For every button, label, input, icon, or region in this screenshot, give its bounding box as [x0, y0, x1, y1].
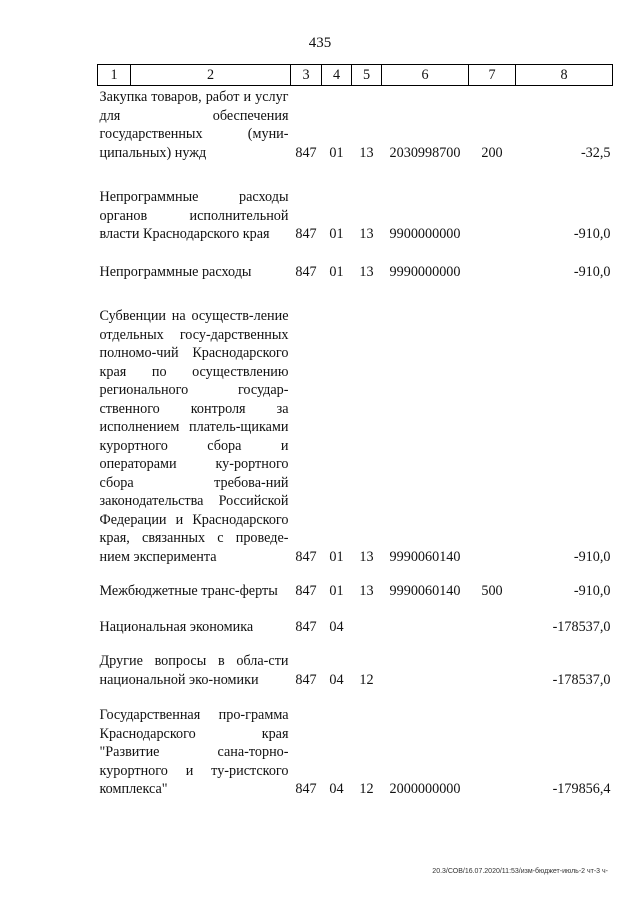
row-rz: 01 — [329, 144, 344, 161]
col-header-3: 3 — [291, 65, 322, 86]
row-rz: 04 — [329, 781, 344, 797]
row-csr — [382, 652, 469, 689]
row-name: Субвенции на осуществ-ление отдельных госу-дарственных полномо-чий Краснодарского края по осуществлению регионального государ-ственного контроля за исполнением платель-щиками курортного сбора и операторами ку-рортного сбора требова-ний законодательства Российской Федерации и Краснодарского края, связанных с проведе-нием эксперимента — [99, 308, 289, 565]
row-rz: 04 — [329, 618, 344, 635]
row-vr — [469, 188, 516, 244]
row-pr: 13 — [359, 548, 374, 565]
budget-table — [97, 64, 613, 799]
row-csr — [382, 618, 469, 637]
row-name: Закупка товаров, работ и услуг для обеспечения государственных (муни-ципальных) нужд — [99, 89, 289, 161]
row-sum: -32,5 — [580, 144, 611, 161]
row-csr: 9990060140 — [389, 583, 461, 599]
document-footer: 20.3/СОВ/16.07.2020/11:53/изм-бюджет-июль-2 чт-3 ч- — [432, 868, 608, 875]
col-header-8: 8 — [516, 65, 613, 86]
row-pr: 13 — [359, 583, 374, 599]
header-row — [98, 65, 613, 86]
row-name: Другие вопросы в обла-сти национальной эко-номики — [99, 653, 289, 688]
row-pr: 12 — [359, 671, 374, 688]
row-pr — [352, 618, 382, 637]
row-rz: 01 — [329, 226, 344, 242]
row-vr: 200 — [481, 144, 503, 161]
row-name: Государственная про-грамма Краснодарского края "Развитие сана-торно-курортного и ту-ристского комплекса" — [99, 707, 289, 797]
row-vr: 500 — [481, 583, 503, 599]
col-header-2: 2 — [131, 65, 291, 86]
row-vr — [469, 652, 516, 689]
row-pr: 12 — [359, 781, 374, 797]
table-row — [98, 188, 613, 244]
row-sum: -178537,0 — [552, 671, 611, 688]
row-csr: 9990000000 — [389, 263, 461, 280]
row-csr: 2000000000 — [389, 781, 461, 797]
col-header-4: 4 — [322, 65, 352, 86]
row-csr: 9990060140 — [389, 548, 461, 565]
table-row — [98, 618, 613, 637]
row-ved: 847 — [295, 226, 317, 242]
row-name: Межбюджетные транс-ферты — [99, 583, 278, 599]
row-ved: 847 — [295, 583, 317, 599]
row-csr: 2030998700 — [389, 144, 461, 161]
row-name: Непрограммные расходы — [99, 263, 252, 280]
table-row — [98, 652, 613, 689]
row-name: Национальная экономика — [99, 618, 254, 635]
page-number: 435 — [308, 35, 332, 51]
row-ved: 847 — [295, 548, 317, 565]
row-ved: 847 — [295, 671, 317, 688]
row-rz: 01 — [329, 583, 344, 599]
row-name: Непрограммные расходы органов исполнительной власти Краснодарского края — [99, 189, 289, 242]
row-rz: 01 — [329, 548, 344, 565]
row-pr: 13 — [359, 263, 374, 280]
col-header-5: 5 — [352, 65, 382, 86]
row-ved: 847 — [295, 618, 317, 635]
row-csr: 9900000000 — [389, 226, 461, 242]
row-vr — [469, 706, 516, 799]
row-pr: 13 — [359, 226, 374, 242]
row-rz: 01 — [329, 263, 344, 280]
row-vr — [469, 618, 516, 637]
row-ved: 847 — [295, 263, 317, 280]
col-header-6: 6 — [382, 65, 469, 86]
row-pr: 13 — [359, 144, 374, 161]
table-row — [98, 706, 613, 799]
col-header-1: 1 — [98, 65, 131, 86]
table-row — [98, 88, 613, 162]
row-sum: -179856,4 — [552, 781, 611, 797]
row-rz: 04 — [329, 671, 344, 688]
row-sum: -910,0 — [573, 226, 611, 242]
table-row — [98, 582, 613, 601]
row-vr — [469, 307, 516, 566]
table-row — [98, 307, 613, 566]
row-ved: 847 — [295, 144, 317, 161]
row-sum: -178537,0 — [552, 618, 611, 635]
table-row — [98, 263, 613, 282]
row-ved: 847 — [295, 781, 317, 797]
row-vr — [469, 263, 516, 282]
row-sum: -910,0 — [573, 583, 611, 599]
col-header-7: 7 — [469, 65, 516, 86]
row-sum: -910,0 — [573, 548, 611, 565]
row-sum: -910,0 — [573, 263, 611, 280]
